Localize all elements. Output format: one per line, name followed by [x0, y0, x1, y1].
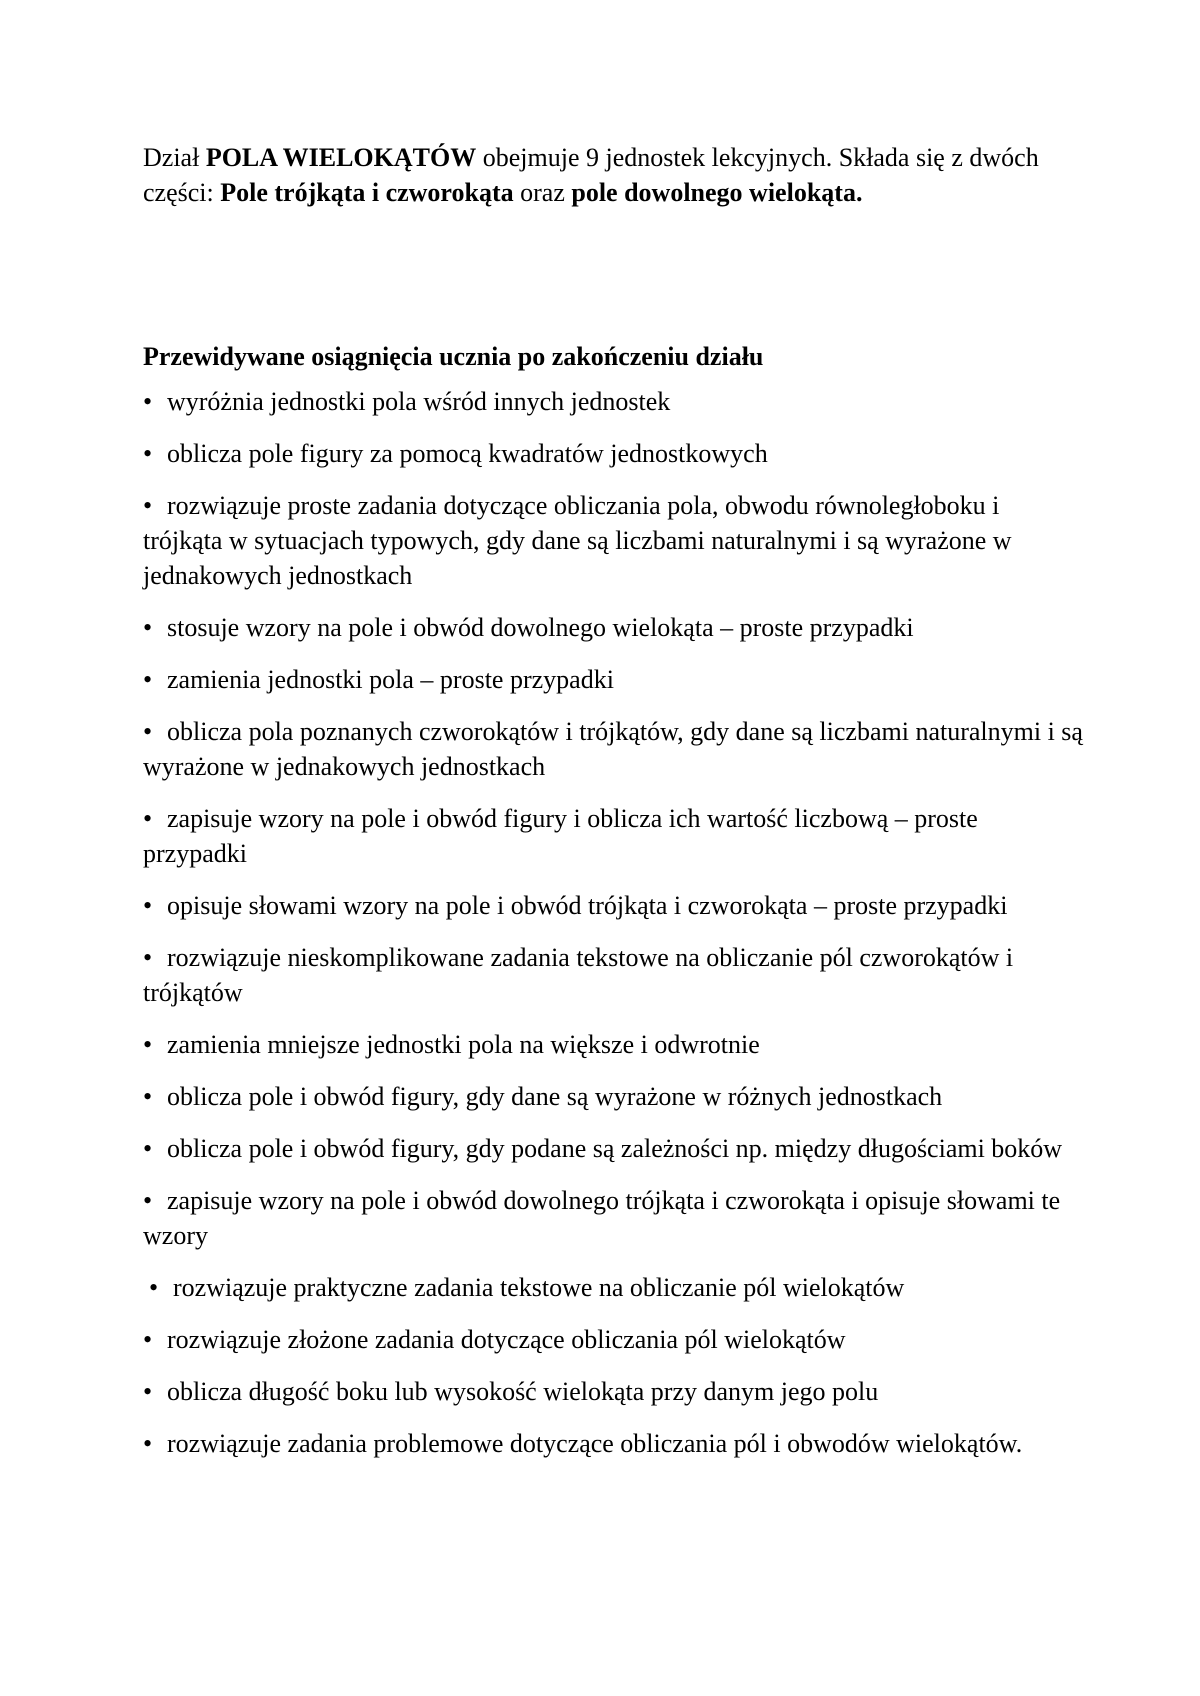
list-item [143, 488, 1083, 593]
list-item [143, 384, 1083, 419]
bullet-icon: • [143, 1325, 153, 1354]
list-item-text: zamienia jednostki pola – proste przypadki [167, 665, 614, 694]
section-title-bold: POLA WIELOKĄTÓW [205, 143, 477, 172]
list-item-text: zapisuje wzory na pole i obwód figury i oblicza ich wartość liczbową – proste przypadki [143, 804, 978, 868]
list-item [143, 610, 1083, 645]
list-item-text: rozwiązuje praktyczne zadania tekstowe na obliczanie pól wielokątów [173, 1273, 905, 1302]
list-item-text: oblicza pola poznanych czworokątów i trójkątów, gdy dane są liczbami naturalnymi i są wyrażone w jednakowych jednostkach [143, 717, 1083, 781]
intro-text-2: obejmuje 9 jednostek lekcyjnych. Składa się z dwóch części: [143, 143, 1039, 207]
list-item [143, 1426, 1083, 1461]
achievements-list [143, 384, 1083, 1461]
list-item-text: oblicza pole i obwód figury, gdy podane są zależności np. między długościami boków [167, 1134, 1063, 1163]
list-item-text: rozwiązuje zadania problemowe dotyczące obliczania pól i obwodów wielokątów. [167, 1429, 1023, 1458]
bullet-icon: • [143, 1082, 153, 1111]
list-item [143, 1374, 1083, 1409]
list-item [143, 940, 1083, 1010]
bullet-icon: • [143, 1134, 153, 1163]
list-item [143, 1322, 1083, 1357]
list-item [143, 1131, 1083, 1166]
bullet-icon: • [143, 387, 153, 416]
bullet-icon: • [149, 1273, 159, 1302]
bullet-icon: • [143, 1186, 153, 1215]
list-item [143, 1079, 1083, 1114]
achievements-heading: Przewidywane osiągnięcia ucznia po zakończeniu działu [143, 342, 764, 371]
document-body [143, 140, 1083, 1478]
list-item-text: rozwiązuje proste zadania dotyczące obliczania pola, obwodu równoległoboku i trójkąta w sytuacjach typowych, gdy dane są liczbami naturalnymi i są wyrażone w jednakowych jednostkach [143, 491, 1012, 590]
list-item [143, 436, 1083, 471]
list-item-text: rozwiązuje złożone zadania dotyczące obliczania pól wielokątów [167, 1325, 846, 1354]
bullet-icon: • [143, 717, 153, 746]
list-item-text: wyróżnia jednostki pola wśród innych jednostek [167, 387, 671, 416]
bullet-icon: • [143, 891, 153, 920]
list-item-text: oblicza pole figury za pomocą kwadratów jednostkowych [167, 439, 768, 468]
list-item-text: oblicza pole i obwód figury, gdy dane są wyrażone w różnych jednostkach [167, 1082, 943, 1111]
bullet-icon: • [143, 1030, 153, 1059]
list-item [143, 1183, 1083, 1253]
list-item-text: stosuje wzory na pole i obwód dowolnego wielokąta – proste przypadki [167, 613, 914, 642]
bullet-icon: • [143, 491, 153, 520]
part-two-bold: pole dowolnego wielokąta. [571, 178, 863, 207]
part-one-bold: Pole trójkąta i czworokąta [220, 178, 514, 207]
list-item [143, 801, 1083, 871]
list-item [143, 662, 1083, 697]
bullet-icon: • [143, 613, 153, 642]
list-item-text: rozwiązuje nieskomplikowane zadania tekstowe na obliczanie pól czworokątów i trójkątów [143, 943, 1014, 1007]
intro-paragraph [143, 140, 1083, 210]
intro-text-1: Dział [143, 143, 206, 172]
bullet-icon: • [143, 1429, 153, 1458]
list-item [143, 714, 1083, 784]
list-item [143, 1270, 1083, 1305]
list-item-text: opisuje słowami wzory na pole i obwód trójkąta i czworokąta – proste przypadki [167, 891, 1008, 920]
intro-text-3: oraz [513, 178, 572, 207]
list-item-text: zamienia mniejsze jednostki pola na większe i odwrotnie [167, 1030, 760, 1059]
list-item [143, 888, 1083, 923]
list-item-text: oblicza długość boku lub wysokość wielokąta przy danym jego polu [167, 1377, 879, 1406]
bullet-icon: • [143, 943, 153, 972]
bullet-icon: • [143, 804, 153, 833]
bullet-icon: • [143, 439, 153, 468]
bullet-icon: • [143, 665, 153, 694]
list-item-text: zapisuje wzory na pole i obwód dowolnego trójkąta i czworokąta i opisuje słowami te wzory [143, 1186, 1061, 1250]
bullet-icon: • [143, 1377, 153, 1406]
list-item [143, 1027, 1083, 1062]
